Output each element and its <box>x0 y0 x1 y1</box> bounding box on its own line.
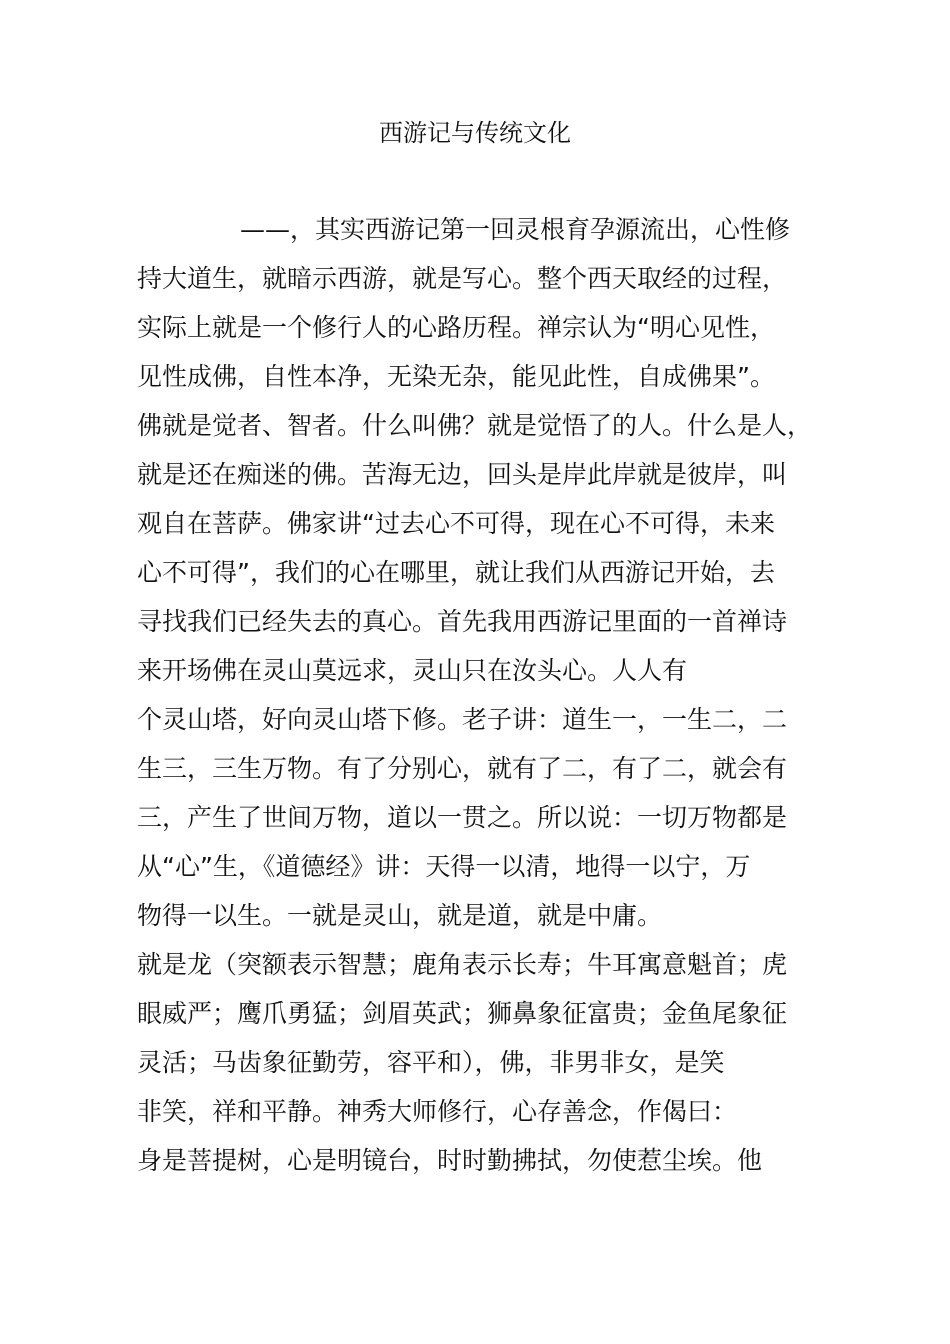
paragraph-line: 身是菩提树，心是明镜台，时时勤拂拭，勿使惹尘埃。他 <box>137 1146 763 1175</box>
paragraph-line: 个灵山塔，好向灵山塔下修。老子讲：道生一，一生二，二 <box>137 705 788 734</box>
paragraph-line: 来开场佛在灵山莫远求，灵山只在汝头心。人人有 <box>137 656 688 685</box>
paragraph-line: 眼威严；鹰爪勇猛；剑眉英武；狮鼻象征富贵；金鱼尾象征 <box>137 999 788 1028</box>
document-body <box>137 210 827 1190</box>
paragraph-line: 生三，三生万物。有了分别心，就有了二，有了二，就会有 <box>137 754 788 783</box>
paragraph-line: 就是龙（突额表示智慧；鹿角表示长寿；牛耳寓意魁首；虎 <box>137 950 788 979</box>
paragraph-line: ——，其实西游记第一回灵根育孕源流出，心性修 <box>240 215 791 244</box>
paragraph-line: 持大道生，就暗示西游，就是写心。整个西天取经的过程， <box>137 264 788 293</box>
paragraph-line: 物得一以生。一就是灵山，就是道，就是中庸。 <box>137 901 663 930</box>
paragraph-line: 观自在菩萨。佛家讲“过去心不可得，现在心不可得，未来 <box>137 509 775 538</box>
paragraph-line: 就是还在痴迷的佛。苦海无边，回头是岸此岸就是彼岸，叫 <box>137 460 788 489</box>
paragraph-line: 寻找我们已经失去的真心。首先我用西游记里面的一首禅诗 <box>137 607 788 636</box>
paragraph-line: 灵活；马齿象征勤劳，容平和），佛，非男非女，是笑 <box>137 1048 725 1077</box>
document-title: 西游记与传统文化 <box>379 119 571 147</box>
paragraph-line: 实际上就是一个修行人的心路历程。禅宗认为“明心见性， <box>137 313 775 342</box>
paragraph-line: 非笑，祥和平静。神秀大师修行，心存善念，作偈曰： <box>137 1097 738 1126</box>
paragraph-line: 佛就是觉者、智者。什么叫佛？就是觉悟了的人。什么是人， <box>137 411 813 440</box>
paragraph-line: 见性成佛，自性本净，无染无杂，能见此性，自成佛果”。 <box>137 362 775 391</box>
paragraph-line: 从“心”生，《道德经》讲：天得一以清，地得一以宁，万 <box>137 852 751 881</box>
paragraph-line: 心不可得”，我们的心在哪里，就让我们从西游记开始，去 <box>137 558 775 587</box>
paragraph-line: 三，产生了世间万物，道以一贯之。所以说：一切万物都是 <box>137 803 788 832</box>
